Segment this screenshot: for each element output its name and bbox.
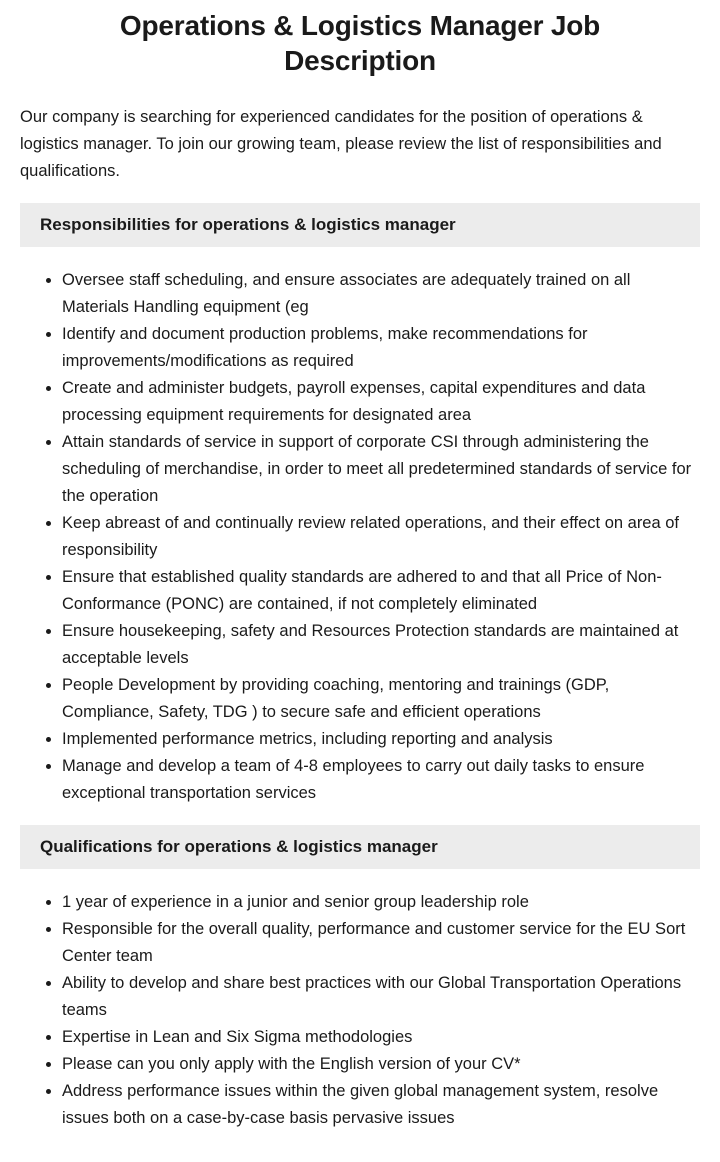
responsibilities-list	[20, 267, 700, 807]
list-item-text: Keep abreast of and continually review related operations, and their effect on area of responsibility	[62, 514, 680, 559]
list-item	[20, 1024, 700, 1051]
list-item	[20, 672, 700, 726]
list-item	[20, 726, 700, 753]
bullet-icon	[46, 737, 51, 742]
bullet-icon	[46, 1089, 51, 1094]
list-item-text: People Development by providing coaching, mentoring and trainings (GDP, Compliance, Safety, TDG ) to secure safe and efficient operations	[62, 676, 610, 721]
list-item	[20, 1078, 700, 1132]
bullet-icon	[46, 386, 51, 391]
bullet-icon	[46, 278, 51, 283]
list-item	[20, 321, 700, 375]
list-item	[20, 510, 700, 564]
list-item	[20, 618, 700, 672]
list-item-text: Please can you only apply with the English version of your CV*	[62, 1055, 521, 1073]
list-item	[20, 375, 700, 429]
bullet-icon	[46, 900, 51, 905]
qualifications-list	[20, 889, 700, 1132]
section-header-responsibilities: Responsibilities for operations & logistics manager	[20, 203, 700, 247]
bullet-icon	[46, 1035, 51, 1040]
list-item	[20, 753, 700, 807]
list-item-text: Implemented performance metrics, including reporting and analysis	[62, 730, 553, 748]
bullet-icon	[46, 981, 51, 986]
list-item-text: Ensure housekeeping, safety and Resources Protection standards are maintained at acceptable levels	[62, 622, 679, 667]
section-header-qualifications: Qualifications for operations & logistics manager	[20, 825, 700, 869]
list-item-text: Manage and develop a team of 4-8 employees to carry out daily tasks to ensure exceptional transportation services	[62, 757, 645, 802]
list-item-text: Attain standards of service in support of corporate CSI through administering the scheduling of merchandise, in order to meet all predetermined standards of service for the operation	[62, 433, 692, 505]
bullet-icon	[46, 332, 51, 337]
list-item-text: Expertise in Lean and Six Sigma methodologies	[62, 1028, 413, 1046]
list-item	[20, 916, 700, 970]
intro-paragraph: Our company is searching for experienced candidates for the position of operations & logistics manager. To join our growing team, please review the list of responsibilities and qualifications.	[20, 108, 662, 180]
list-item-text: Identify and document production problems, make recommendations for improvements/modifications as required	[62, 325, 588, 370]
bullet-icon	[46, 629, 51, 634]
list-item-text: Responsible for the overall quality, performance and customer service for the EU Sort Center team	[62, 920, 686, 965]
list-item-text: Create and administer budgets, payroll expenses, capital expenditures and data processing equipment requirements for designated area	[62, 379, 646, 424]
bullet-icon	[46, 521, 51, 526]
list-item-text: Ensure that established quality standards are adhered to and that all Price of Non-Conformance (PONC) are contained, if not completely eliminated	[62, 568, 662, 613]
bullet-icon	[46, 764, 51, 769]
list-item-text: Oversee staff scheduling, and ensure associates are adequately trained on all Materials Handling equipment (eg	[62, 271, 631, 316]
bullet-icon	[46, 1062, 51, 1067]
bullet-icon	[46, 683, 51, 688]
list-item-text: Ability to develop and share best practices with our Global Transportation Operations teams	[62, 974, 682, 1019]
list-item	[20, 970, 700, 1024]
list-item	[20, 267, 700, 321]
bullet-icon	[46, 575, 51, 580]
bullet-icon	[46, 440, 51, 445]
list-item-text: 1 year of experience in a junior and senior group leadership role	[62, 893, 529, 911]
list-item	[20, 564, 700, 618]
list-item-text: Address performance issues within the given global management system, resolve issues both on a case-by-case basis pervasive issues	[62, 1082, 659, 1127]
page-title: Operations & Logistics Manager Job Description	[119, 10, 601, 76]
bullet-icon	[46, 927, 51, 932]
list-item	[20, 1051, 700, 1078]
list-item	[20, 889, 700, 916]
list-item	[20, 429, 700, 510]
